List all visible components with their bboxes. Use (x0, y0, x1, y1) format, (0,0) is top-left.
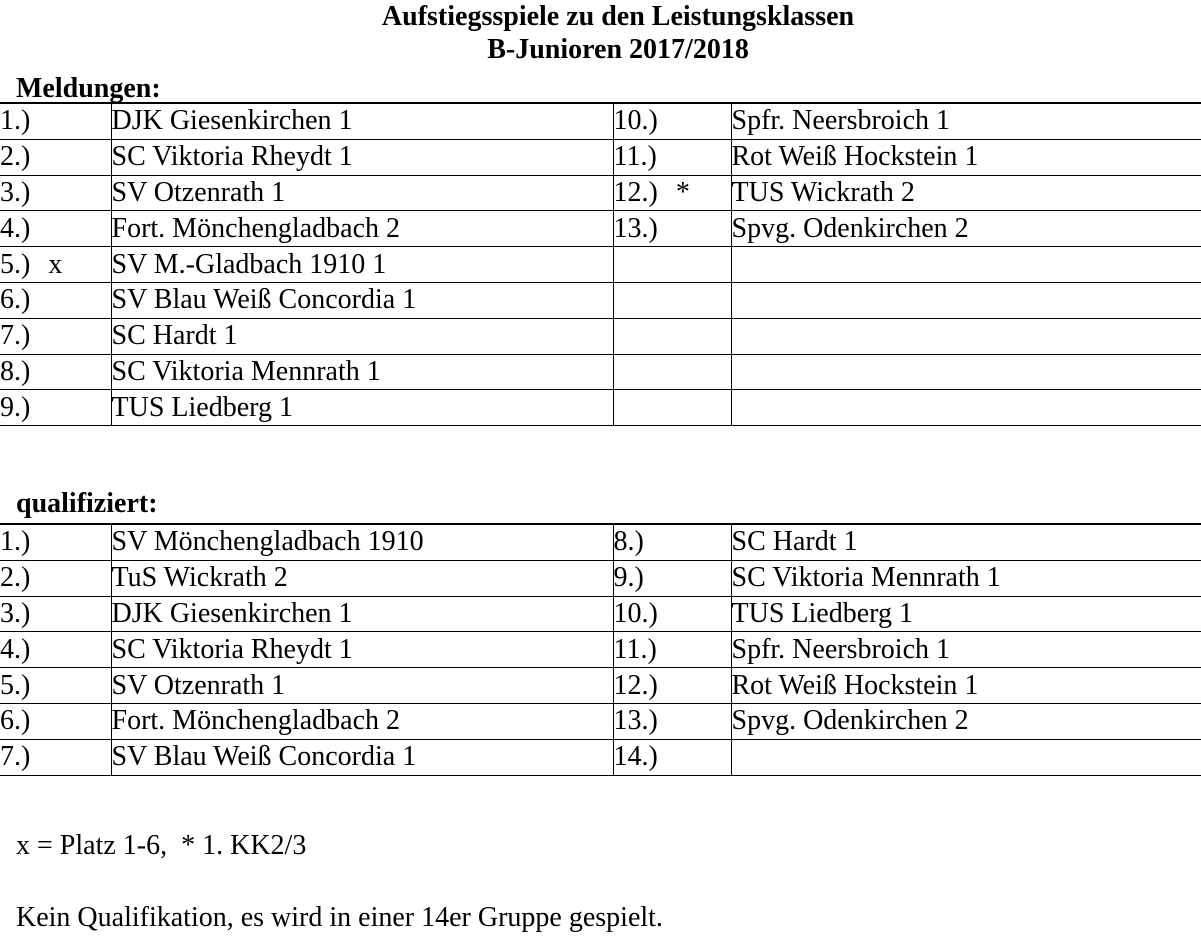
team-cell (111, 703, 613, 739)
rank-cell-text: 11.) (613, 141, 657, 173)
rank-cell (613, 354, 731, 390)
table-row (0, 211, 1201, 247)
team-cell-text: SC Hardt 1 (731, 526, 858, 558)
team-cell (731, 596, 1201, 632)
team-cell (111, 211, 613, 247)
table-row (0, 139, 1201, 175)
team-cell (111, 175, 613, 211)
team-cell-text: TUS Liedberg 1 (111, 391, 293, 423)
team-cell-text: Rot Weiß Hockstein 1 (731, 669, 979, 701)
rank-cell (613, 739, 731, 775)
team-cell (731, 103, 1201, 139)
table-row (0, 739, 1201, 775)
team-cell (731, 247, 1201, 283)
team-cell (731, 739, 1201, 775)
team-cell-text: SV Blau Weiß Concordia 1 (111, 741, 417, 773)
rank-cell-text: 13.) (613, 705, 658, 737)
rank-cell (0, 103, 111, 139)
team-cell (731, 139, 1201, 175)
team-cell-text: Fort. Mönchengladbach 2 (111, 705, 400, 737)
rank-cell (0, 318, 111, 354)
team-cell-text: SV Blau Weiß Concordia 1 (111, 284, 417, 316)
document-title: Aufstiegsspiele zu den Leistungsklassen (381, 1, 855, 32)
team-cell-text: SC Viktoria Mennrath 1 (731, 562, 1001, 594)
rank-cell-text: 7.) (0, 741, 31, 773)
team-cell-text: SV Otzenrath 1 (111, 669, 286, 701)
team-cell-text: DJK Giesenkirchen 1 (111, 105, 353, 137)
rank-cell-text: 7.) (0, 320, 31, 352)
rank-cell-text: 3.) (0, 176, 31, 208)
rank-cell-text: 9.) (613, 562, 644, 594)
team-cell (111, 668, 613, 704)
table-row (0, 247, 1201, 283)
rank-cell (0, 139, 111, 175)
rank-cell (0, 739, 111, 775)
team-cell-text: SV Otzenrath 1 (111, 176, 286, 208)
team-cell (731, 668, 1201, 704)
rank-cell-mark: * (675, 176, 690, 208)
rank-cell-text: 6.) (0, 705, 31, 737)
table-row (0, 282, 1201, 318)
rank-cell (0, 390, 111, 426)
rank-cell-text: 4.) (0, 633, 31, 665)
rank-cell-text: 12.) (613, 669, 658, 701)
team-cell-text: SC Viktoria Rheydt 1 (111, 141, 353, 173)
table-row (0, 103, 1201, 139)
rank-cell-text: 10.) (613, 105, 658, 137)
rank-cell (0, 247, 111, 283)
team-cell-text: SC Viktoria Mennrath 1 (111, 355, 381, 387)
team-cell-text: Spfr. Neersbroich 1 (731, 633, 951, 665)
team-cell (731, 175, 1201, 211)
rank-cell-text: 12.) (613, 176, 658, 208)
table-row (0, 703, 1201, 739)
rank-cell-text: 13.) (613, 212, 658, 244)
rank-cell (613, 390, 731, 426)
meldungen-heading: Meldungen: (16, 73, 161, 104)
rank-cell (613, 524, 731, 560)
meldungen-table (0, 102, 1201, 426)
team-cell (111, 139, 613, 175)
team-cell-text: Spfr. Neersbroich 1 (731, 105, 951, 137)
table-row (0, 318, 1201, 354)
table-row (0, 632, 1201, 668)
info-footnote: Kein Qualifikation, es wird in einer 14er Gruppe gespielt. (16, 902, 663, 933)
team-cell (111, 390, 613, 426)
team-cell-text: Spvg. Odenkirchen 2 (731, 705, 969, 737)
rank-cell-text: 9.) (0, 391, 31, 423)
rank-cell (0, 703, 111, 739)
rank-cell-mark: x (48, 248, 63, 280)
team-cell-text: Spvg. Odenkirchen 2 (731, 212, 969, 244)
team-cell (111, 103, 613, 139)
rank-cell (613, 139, 731, 175)
rank-cell-text: 8.) (0, 355, 31, 387)
rank-cell-text: 2.) (0, 562, 31, 594)
rank-cell (613, 211, 731, 247)
qualifiziert-heading: qualifiziert: (16, 488, 158, 519)
team-cell (111, 632, 613, 668)
rank-cell-text: 10.) (613, 597, 658, 629)
rank-cell (0, 632, 111, 668)
rank-cell (613, 318, 731, 354)
document-subtitle: B-Junioren 2017/2018 (487, 34, 749, 65)
rank-cell (0, 560, 111, 596)
table-row (0, 596, 1201, 632)
rank-cell-text: 1.) (0, 526, 31, 558)
team-cell (111, 739, 613, 775)
team-cell (731, 560, 1201, 596)
rank-cell (613, 596, 731, 632)
rank-cell-text: 4.) (0, 212, 31, 244)
team-cell (731, 354, 1201, 390)
rank-cell (613, 103, 731, 139)
rank-cell (0, 211, 111, 247)
table-row (0, 524, 1201, 560)
table-row (0, 390, 1201, 426)
rank-cell-text: 5.) (0, 248, 31, 280)
team-cell-text: TUS Wickrath 2 (731, 176, 915, 208)
rank-cell-text: 6.) (0, 284, 31, 316)
team-cell (111, 524, 613, 560)
team-cell (731, 282, 1201, 318)
team-cell (731, 318, 1201, 354)
table-row (0, 175, 1201, 211)
table-row (0, 560, 1201, 596)
rank-cell (0, 354, 111, 390)
team-cell (731, 390, 1201, 426)
team-cell-text: DJK Giesenkirchen 1 (111, 597, 353, 629)
table-row (0, 354, 1201, 390)
team-cell (111, 560, 613, 596)
team-cell (111, 282, 613, 318)
rank-cell (0, 524, 111, 560)
team-cell (111, 247, 613, 283)
rank-cell (0, 175, 111, 211)
team-cell (111, 354, 613, 390)
team-cell (731, 632, 1201, 668)
team-cell-text: TuS Wickrath 2 (111, 562, 288, 594)
rank-cell (613, 668, 731, 704)
team-cell-text: Rot Weiß Hockstein 1 (731, 141, 979, 173)
team-cell-text: SC Hardt 1 (111, 320, 238, 352)
team-cell-text: SV M.-Gladbach 1910 1 (111, 248, 387, 280)
team-cell (731, 524, 1201, 560)
table-row (0, 668, 1201, 704)
team-cell (731, 703, 1201, 739)
rank-cell (613, 632, 731, 668)
team-cell-text: Fort. Mönchengladbach 2 (111, 212, 400, 244)
rank-cell (613, 282, 731, 318)
rank-cell (0, 282, 111, 318)
rank-cell (613, 703, 731, 739)
rank-cell (0, 596, 111, 632)
rank-cell-text: 8.) (613, 526, 644, 558)
rank-cell (613, 560, 731, 596)
rank-cell (0, 668, 111, 704)
team-cell-text: SV Mönchengladbach 1910 (111, 526, 424, 558)
rank-cell-text: 2.) (0, 141, 31, 173)
qualifiziert-table (0, 523, 1201, 776)
rank-cell-text: 5.) (0, 669, 31, 701)
team-cell-text: SC Viktoria Rheydt 1 (111, 633, 353, 665)
team-cell (111, 596, 613, 632)
team-cell (731, 211, 1201, 247)
team-cell-text: TUS Liedberg 1 (731, 597, 913, 629)
rank-cell (613, 247, 731, 283)
rank-cell-text: 11.) (613, 633, 657, 665)
legend-footnote: x = Platz 1-6, * 1. KK2/3 (16, 830, 307, 861)
rank-cell (613, 175, 731, 211)
team-cell (111, 318, 613, 354)
rank-cell-text: 14.) (613, 741, 658, 773)
rank-cell-text: 3.) (0, 597, 31, 629)
rank-cell-text: 1.) (0, 105, 31, 137)
